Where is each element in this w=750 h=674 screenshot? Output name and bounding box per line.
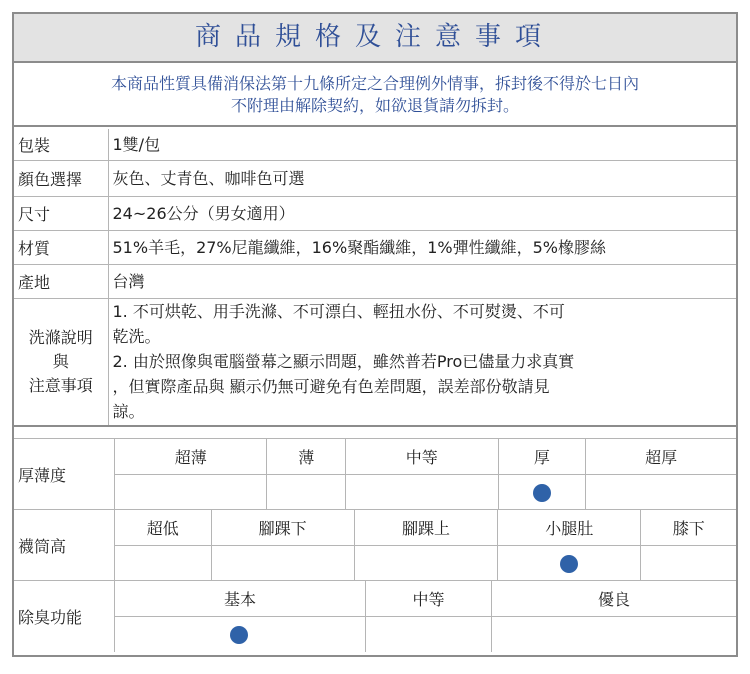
spec-row-size (14, 196, 736, 230)
care-line-2: 乾洗。 (112, 327, 161, 347)
spec-label: 產地 (14, 264, 108, 298)
care-label-line-3: 注意事項 (28, 375, 93, 395)
spec-value: 1雙/包 (108, 129, 736, 160)
deodorant-marker-cell (115, 617, 366, 652)
thickness-options-row (14, 439, 736, 475)
thickness-label: 厚薄度 (14, 439, 115, 510)
sock-height-marker-row (14, 546, 736, 581)
spec-label: 包裝 (14, 129, 108, 160)
sheet-title: 商品規格及注意事項 (14, 14, 736, 63)
sock-height-marker-cell (641, 546, 736, 581)
thickness-marker-row (14, 475, 736, 510)
selected-dot-icon (560, 555, 578, 573)
spec-value: 24~26公分（男女適用） (108, 196, 736, 230)
spec-row-origin (14, 264, 736, 298)
spec-row-material (14, 230, 736, 264)
thickness-option: 中等 (346, 439, 498, 475)
care-line-4: ，但實際產品與 顯示仍無可避免有色差問題，誤差部份敬請見 (112, 377, 550, 397)
deodorant-option: 基本 (115, 581, 366, 617)
thickness-option: 超厚 (586, 439, 736, 475)
sock-height-option: 腳踝下 (211, 510, 354, 546)
spec-value: 灰色、丈青色、咖啡色可選 (108, 160, 736, 196)
sock-height-marker-cell (115, 546, 212, 581)
deodorant-marker-row (14, 617, 736, 652)
return-notice (14, 63, 736, 127)
deodorant-marker-cell (366, 617, 492, 652)
spec-row-care (14, 298, 736, 426)
sock-height-option: 腳踝上 (354, 510, 497, 546)
care-label (14, 298, 108, 426)
spec-label: 材質 (14, 230, 108, 264)
sock-height-option: 超低 (115, 510, 212, 546)
thickness-marker-cell (346, 475, 498, 510)
spec-value: 台灣 (108, 264, 736, 298)
deodorant-marker-cell (492, 617, 737, 652)
care-line-1: 1. 不可烘乾、用手洗滌、不可漂白、輕扭水份、不可熨燙、不可 (112, 302, 565, 322)
thickness-marker-cell (115, 475, 267, 510)
deodorant-option: 優良 (492, 581, 737, 617)
thickness-option: 厚 (498, 439, 586, 475)
care-label-line-1: 洗滌說明 (28, 327, 93, 347)
care-label-line-2: 與 (52, 351, 69, 371)
notice-line-1: 本商品性質具備消保法第十九條所定之合理例外情事，拆封後不得於七日內 (110, 74, 639, 93)
deodorant-label: 除臭功能 (14, 581, 115, 652)
care-line-3: 2. 由於照像與電腦螢幕之顯示問題，雖然普若Pro已儘量力求真實 (112, 352, 575, 372)
spec-sheet (12, 12, 738, 657)
deodorant-options-row (14, 581, 736, 617)
thickness-option: 薄 (267, 439, 346, 475)
spec-row-colors (14, 160, 736, 196)
selected-dot-icon (533, 484, 551, 502)
spec-table (14, 129, 736, 427)
spec-label: 尺寸 (14, 196, 108, 230)
thickness-marker-cell (498, 475, 586, 510)
sock-height-option: 膝下 (641, 510, 736, 546)
notice-line-2: 不附理由解除契約，如欲退貨請勿拆封。 (230, 96, 519, 115)
care-text (108, 298, 736, 426)
spec-value: 51%羊毛，27%尼龍纖維，16%聚酯纖維，1%彈性纖維，5%橡膠絲 (108, 230, 736, 264)
thickness-option: 超薄 (115, 439, 267, 475)
selected-dot-icon (230, 626, 248, 644)
sock-height-table (14, 509, 736, 581)
sock-height-marker-cell (354, 546, 497, 581)
deodorant-option: 中等 (366, 581, 492, 617)
care-line-5: 諒。 (112, 402, 145, 422)
sock-height-options-row (14, 510, 736, 546)
thickness-table (14, 438, 736, 510)
sock-height-marker-cell (498, 546, 641, 581)
thickness-marker-cell (267, 475, 346, 510)
spec-label: 顏色選擇 (14, 160, 108, 196)
thickness-marker-cell (586, 475, 736, 510)
deodorant-table (14, 580, 736, 652)
sock-height-label: 襪筒高 (14, 510, 115, 581)
sock-height-marker-cell (211, 546, 354, 581)
spec-row-packaging (14, 129, 736, 160)
sock-height-option: 小腿肚 (498, 510, 641, 546)
